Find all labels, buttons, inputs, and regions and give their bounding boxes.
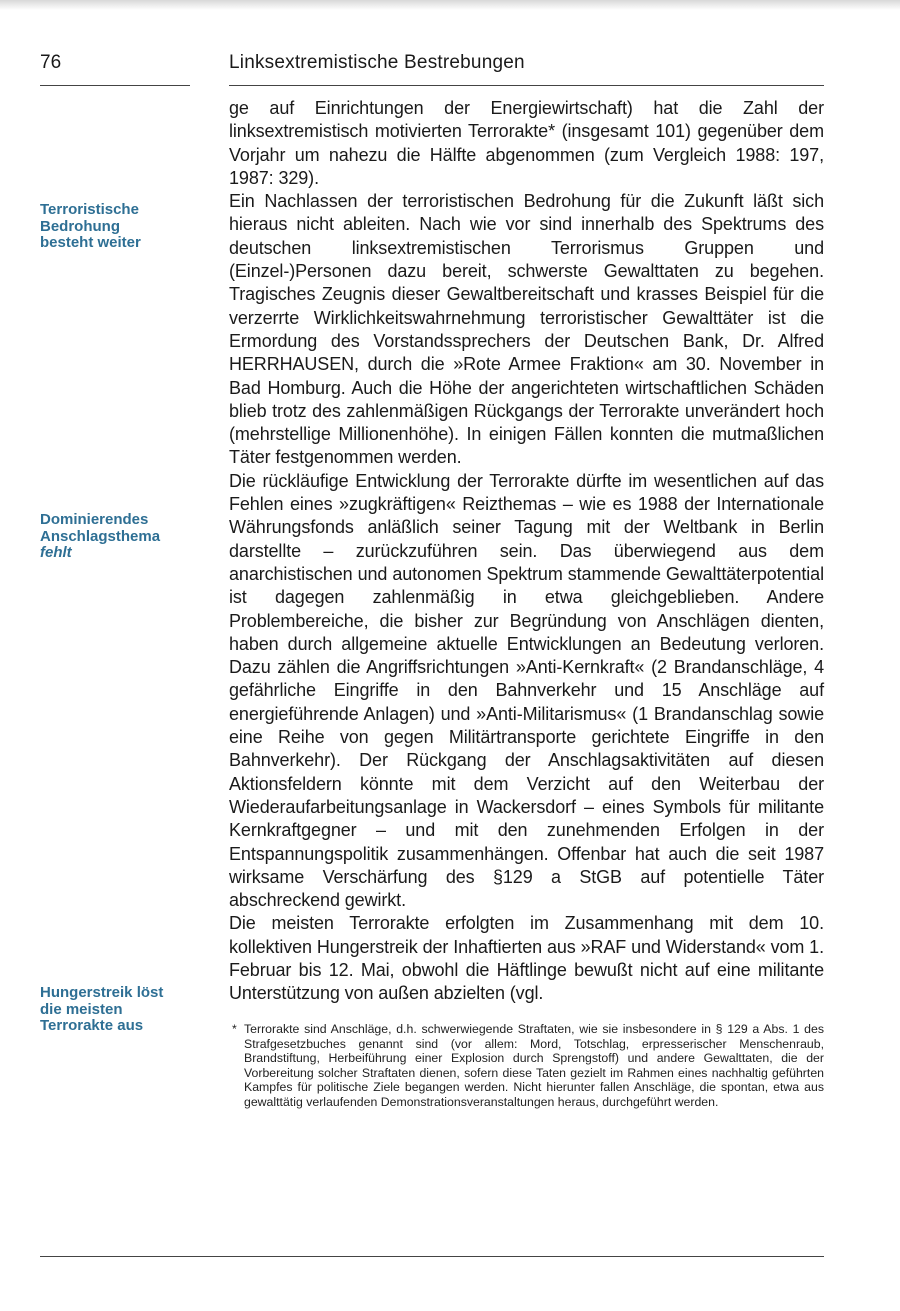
- body-paragraph: Ein Nachlassen der terroristischen Bedrohung für die Zukunft läßt sich hieraus nicht ableiten. Nach wie vor sind innerhalb des Spektrums des deutschen linksextremistischen Terrorismus Gruppen und (Einzel-)Personen dazu bereit, schwerste Gewalttaten zu begehen. Tragisches Zeugnis dieser Gewaltbereitschaft und krasses Beispiel für die verzerrte Wirklichkeitswahrnehmung terroristischer Gewalttäter ist die Ermordung des Vorstandssprechers der Deutschen Bank, Dr. Alfred HERRHAUSEN, durch die »Rote Armee Fraktion« am 30. November in Bad Homburg. Auch die Höhe der angerichteten wirtschaftlichen Schäden blieb trotz des zahlenmäßigen Rückgangs der Terrorakte unverändert hoch (mehrstellige Millionenhöhe). In einigen Fällen konnten die mutmaßlichen Täter festgenommen werden.: [229, 191, 824, 468]
- page-number: 76: [40, 52, 62, 73]
- header-rule-main: [229, 85, 824, 86]
- margin-heading-line: Anschlagsthema: [40, 527, 161, 545]
- margin-heading-line: fehlt: [40, 544, 72, 561]
- page-top-shadow: [0, 0, 900, 10]
- body-paragraph: ge auf Einrichtungen der Energiewirtschaft) hat die Zahl der linksextremistisch motivierten Terrorakte* (insgesamt 101) gegenüber dem Vorjahr um nahezu die Hälfte abgenommen (zum Vergleich 1988: 197, 1987: 329).: [229, 98, 824, 188]
- running-title: Linksextremistische Bestrebungen: [229, 52, 525, 73]
- header-rule-left: [40, 85, 190, 86]
- margin-heading-line: Hungerstreik löst: [40, 984, 164, 1001]
- footnote: [232, 1022, 824, 1110]
- footnote-marker: *: [232, 1022, 237, 1036]
- main-body-text: [229, 97, 824, 1006]
- footer-rule: [40, 1256, 824, 1257]
- margin-heading-line: Terroristische: [40, 201, 139, 218]
- margin-heading-line: besteht weiter: [40, 234, 141, 251]
- margin-heading-dominierendes-anschlagsthema: [40, 512, 210, 562]
- margin-heading-hungerstreik: [40, 985, 210, 1035]
- body-paragraph: Die meisten Terrorakte erfolgten im Zusammenhang mit dem 10. kollektiven Hungerstreik der Inhaftierten aus »RAF und Widerstand« vom 1. Februar bis 12. Mai, obwohl die Häftlinge bewußt nicht auf eine militante Unterstützung von außen abzielten (vgl.: [229, 913, 824, 1004]
- margin-heading-line: Bedrohung: [40, 217, 120, 235]
- margin-heading-line: Terrorakte aus: [40, 1017, 144, 1034]
- footnote-text: Terrorakte sind Anschläge, d.h. schwerwiegende Straftaten, wie sie insbesondere in § 129 a Abs. 1 des Strafgesetzbuches genannt sind (vor allem: Mord, Totschlag, erpresserischer Menschenraub, Brandstiftung, Herbeiführung einer Explosion durch Sprengstoff) und andere Gewalttaten, die der Vorbereitung solcher Straftaten dienen, sofern diese Taten gezielt im Rahmen eines nachhaltig geführten Kampfes für politische Ziele begangen werden. Nicht hierunter fallen Anschläge, die spontan, etwa aus gewalttätig verlaufenden Demonstrationsveranstaltungen heraus, durchgeführt werden.: [244, 1022, 824, 1109]
- margin-heading-line: die meisten: [40, 1000, 123, 1018]
- body-paragraph: Die rückläufige Entwicklung der Terrorakte dürfte im wesentlichen auf das Fehlen eines »zugkräftigen« Reizthemas – wie es 1988 der Internationale Währungsfonds anläßlich seiner Tagung mit der Weltbank in Berlin darstellte – zurückzuführen sein. Das überwiegend aus dem anarchistischen und autonomen Spektrum stammende Gewalttäterpotential ist dagegen zahlenmäßig in etwa gleichgeblieben. Andere Problembereiche, die bisher zur Begründung von Anschlägen dienten, haben durch allgemeine aktuelle Entwicklungen an Bedeutung verloren. Dazu zählen die Angriffsrichtungen »Anti-Kernkraft« (2 Brandanschläge, 4 gefährliche Eingriffe in den Bahnverkehr und 15 Anschläge auf energieführende Anlagen) und »Anti-Militarismus« (1 Brandanschlag sowie eine Reihe von gegen Militärtransporte gerichtete Eingriffe in den Bahnverkehr). Der Rückgang der Anschlagsaktivitäten auf diesen Aktionsfeldern könnte mit dem Verzicht auf den Weiterbau der Wiederaufarbeitungsanlage in Wackersdorf – eines Symbols für militante Kernkraftgegner – und mit den zunehmenden Erfolgen in der Entspannungspolitik zusammenhängen. Offenbar hat auch die seit 1987 wirksame Verschärfung des §129 a StGB auf potentielle Täter abschreckend gewirkt.: [229, 470, 824, 911]
- margin-heading-line: Dominierendes: [40, 511, 149, 528]
- margin-heading-terroristische-bedrohung: [40, 202, 210, 252]
